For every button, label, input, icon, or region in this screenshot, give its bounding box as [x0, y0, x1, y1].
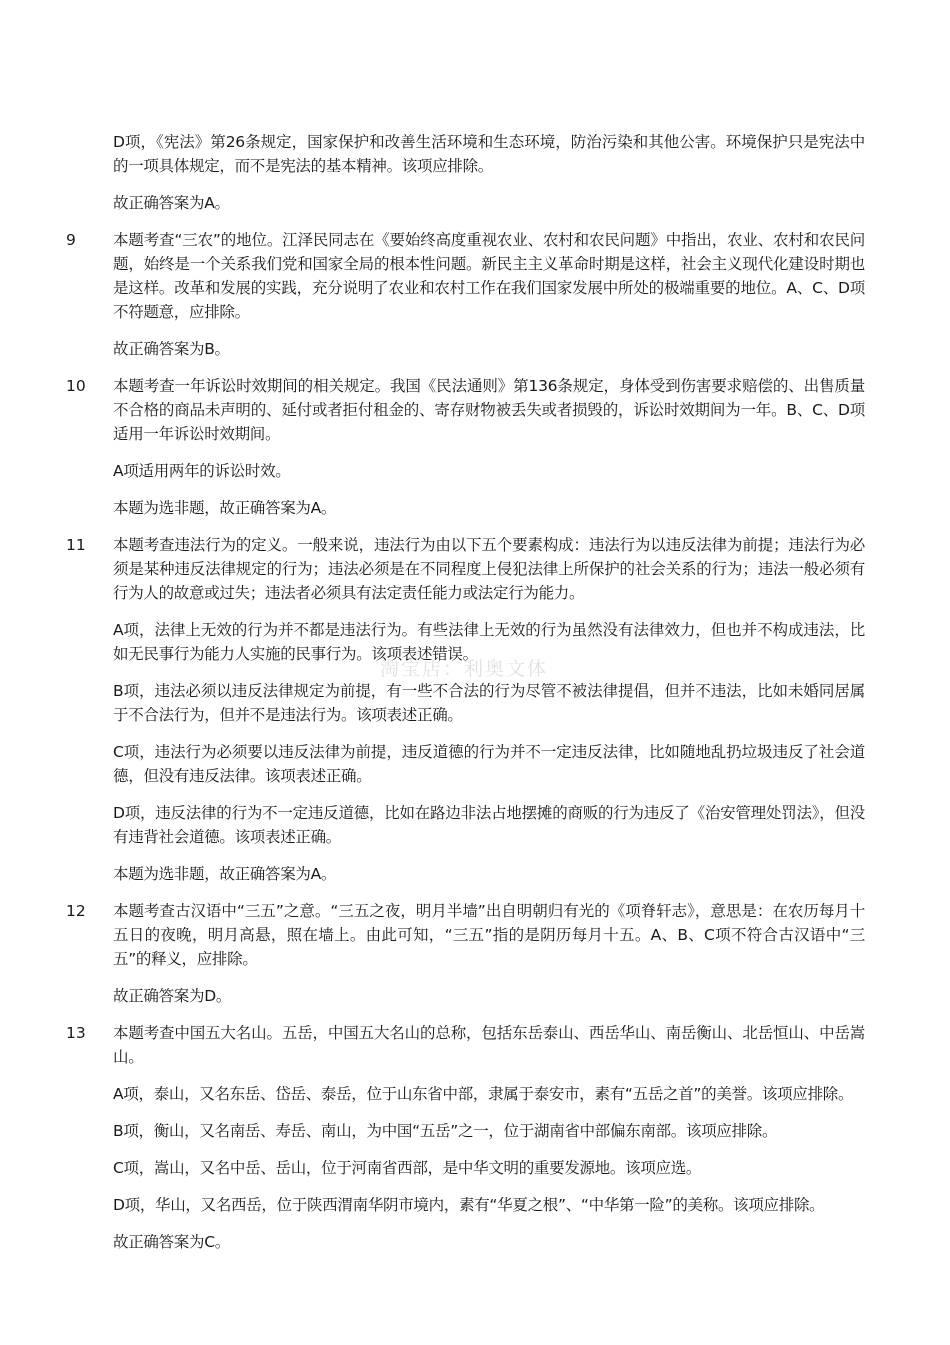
question-block: [0, 899, 950, 1008]
explanation-paragraph: B项，违法必须以违反法律规定为前提，有一些不合法的行为尽管不被法律提倡，但并不违法，比如未婚同居属于不合法行为，但并不是违法行为。该项表述正确。: [113, 682, 865, 724]
explanation-paragraph: 本题考查违法行为的定义。一般来说，违法行为由以下五个要素构成：违法行为以违反法律为前提；违法行为必须是某种违反法律规定的行为；违法必须是在不同程度上侵犯法律上所保护的社会关系的行为；违法一般必须有行为人的故意或过失；违法者必须具有法定责任能力或法定行为能力。: [113, 536, 865, 602]
question-number: 9: [66, 231, 76, 249]
explanation-paragraph: D项，《宪法》第26条规定，国家保护和改善生活环境和生态环境，防治污染和其他公害。环境保护只是宪法中的一项具体规定，而不是宪法的基本精神。该项应排除。: [113, 133, 865, 175]
explanation-paragraph: 本题考查中国五大名山。五岳，中国五大名山的总称，包括东岳泰山、西岳华山、南岳衡山、北岳恒山、中岳嵩山。: [113, 1024, 865, 1066]
explanation-paragraph: 本题为选非题，故正确答案为A。: [113, 865, 337, 883]
explanation-paragraph: D项，违反法律的行为不一定违反道德，比如在路边非法占地摆摊的商贩的行为违反了《治安管理处罚法》，但没有违背社会道德。该项表述正确。: [113, 804, 865, 846]
explanation-paragraph: 故正确答案为D。: [113, 987, 232, 1005]
explanation-paragraph: D项，华山，又名西岳，位于陕西渭南华阴市境内，素有“华夏之根”、“中华第一险”的美称。该项应排除。: [113, 1196, 825, 1214]
question-number: 11: [66, 536, 86, 554]
explanation-paragraph: 本题考查“三农”的地位。江泽民同志在《要始终高度重视农业、农村和农民问题》中指出，农业、农村和农民问题，始终是一个关系我们党和国家全局的根本性问题。新民主主义革命时期是这样，社会主义现代化建设时期也是这样。改革和发展的实践，充分说明了农业和农村工作在我们国家发展中所处的极端重要的地位。A、C、D项不符题意，应排除。: [113, 231, 865, 321]
question-block: [0, 1021, 950, 1254]
question-number: 13: [66, 1024, 86, 1042]
question-block: [0, 374, 950, 520]
explanation-paragraph: A项，法律上无效的行为并不都是违法行为。有些法律上无效的行为虽然没有法律效力，但也并不构成违法，比如无民事行为能力人实施的民事行为。该项表述错误。: [113, 621, 865, 663]
explanation-paragraph: 故正确答案为A。: [113, 194, 230, 212]
explanation-paragraph: 故正确答案为B。: [113, 340, 230, 358]
explanation-paragraph: C项，违法行为必须要以违反法律为前提，违反道德的行为并不一定违反法律，比如随地乱扔垃圾违反了社会道德，但没有违反法律。该项表述正确。: [113, 743, 865, 785]
explanation-paragraph: 本题考查一年诉讼时效期间的相关规定。我国《民法通则》第136条规定，身体受到伤害要求赔偿的、出售质量不合格的商品未声明的、延付或者拒付租金的、寄存财物被丢失或者损毁的，诉讼时效期间为一年。B、C、D项适用一年诉讼时效期间。: [113, 377, 865, 443]
question-block: [0, 533, 950, 886]
explanation-paragraph: C项，嵩山，又名中岳、岳山，位于河南省西部，是中华文明的重要发源地。该项应选。: [113, 1159, 702, 1177]
explanation-paragraph: 故正确答案为C。: [113, 1233, 230, 1251]
explanation-paragraph: B项，衡山，又名南岳、寿岳、南山，为中国“五岳”之一，位于湖南省中部偏东南部。该项应排除。: [113, 1122, 778, 1140]
question-block: [0, 130, 950, 215]
explanation-paragraph: A项适用两年的诉讼时效。: [113, 462, 291, 480]
watermark: 淘宝店：利奥文体: [380, 658, 549, 680]
question-number: 12: [66, 902, 86, 920]
question-number: 10: [66, 377, 86, 395]
document-page: [0, 130, 950, 1267]
explanation-paragraph: A项，泰山，又名东岳、岱岳、泰岳，位于山东省中部，隶属于泰安市，素有“五岳之首”的美誉。该项应排除。: [113, 1085, 854, 1103]
explanation-paragraph: 本题为选非题，故正确答案为A。: [113, 499, 337, 517]
explanation-paragraph: 本题考查古汉语中“三五”之意。“三五之夜，明月半墙”出自明朝归有光的《项脊轩志》，意思是：在农历每月十五日的夜晚，明月高悬，照在墙上。由此可知，“三五”指的是阴历每月十五。A、B、C项不符合古汉语中“三五”的释义，应排除。: [113, 902, 865, 968]
question-block: [0, 228, 950, 361]
